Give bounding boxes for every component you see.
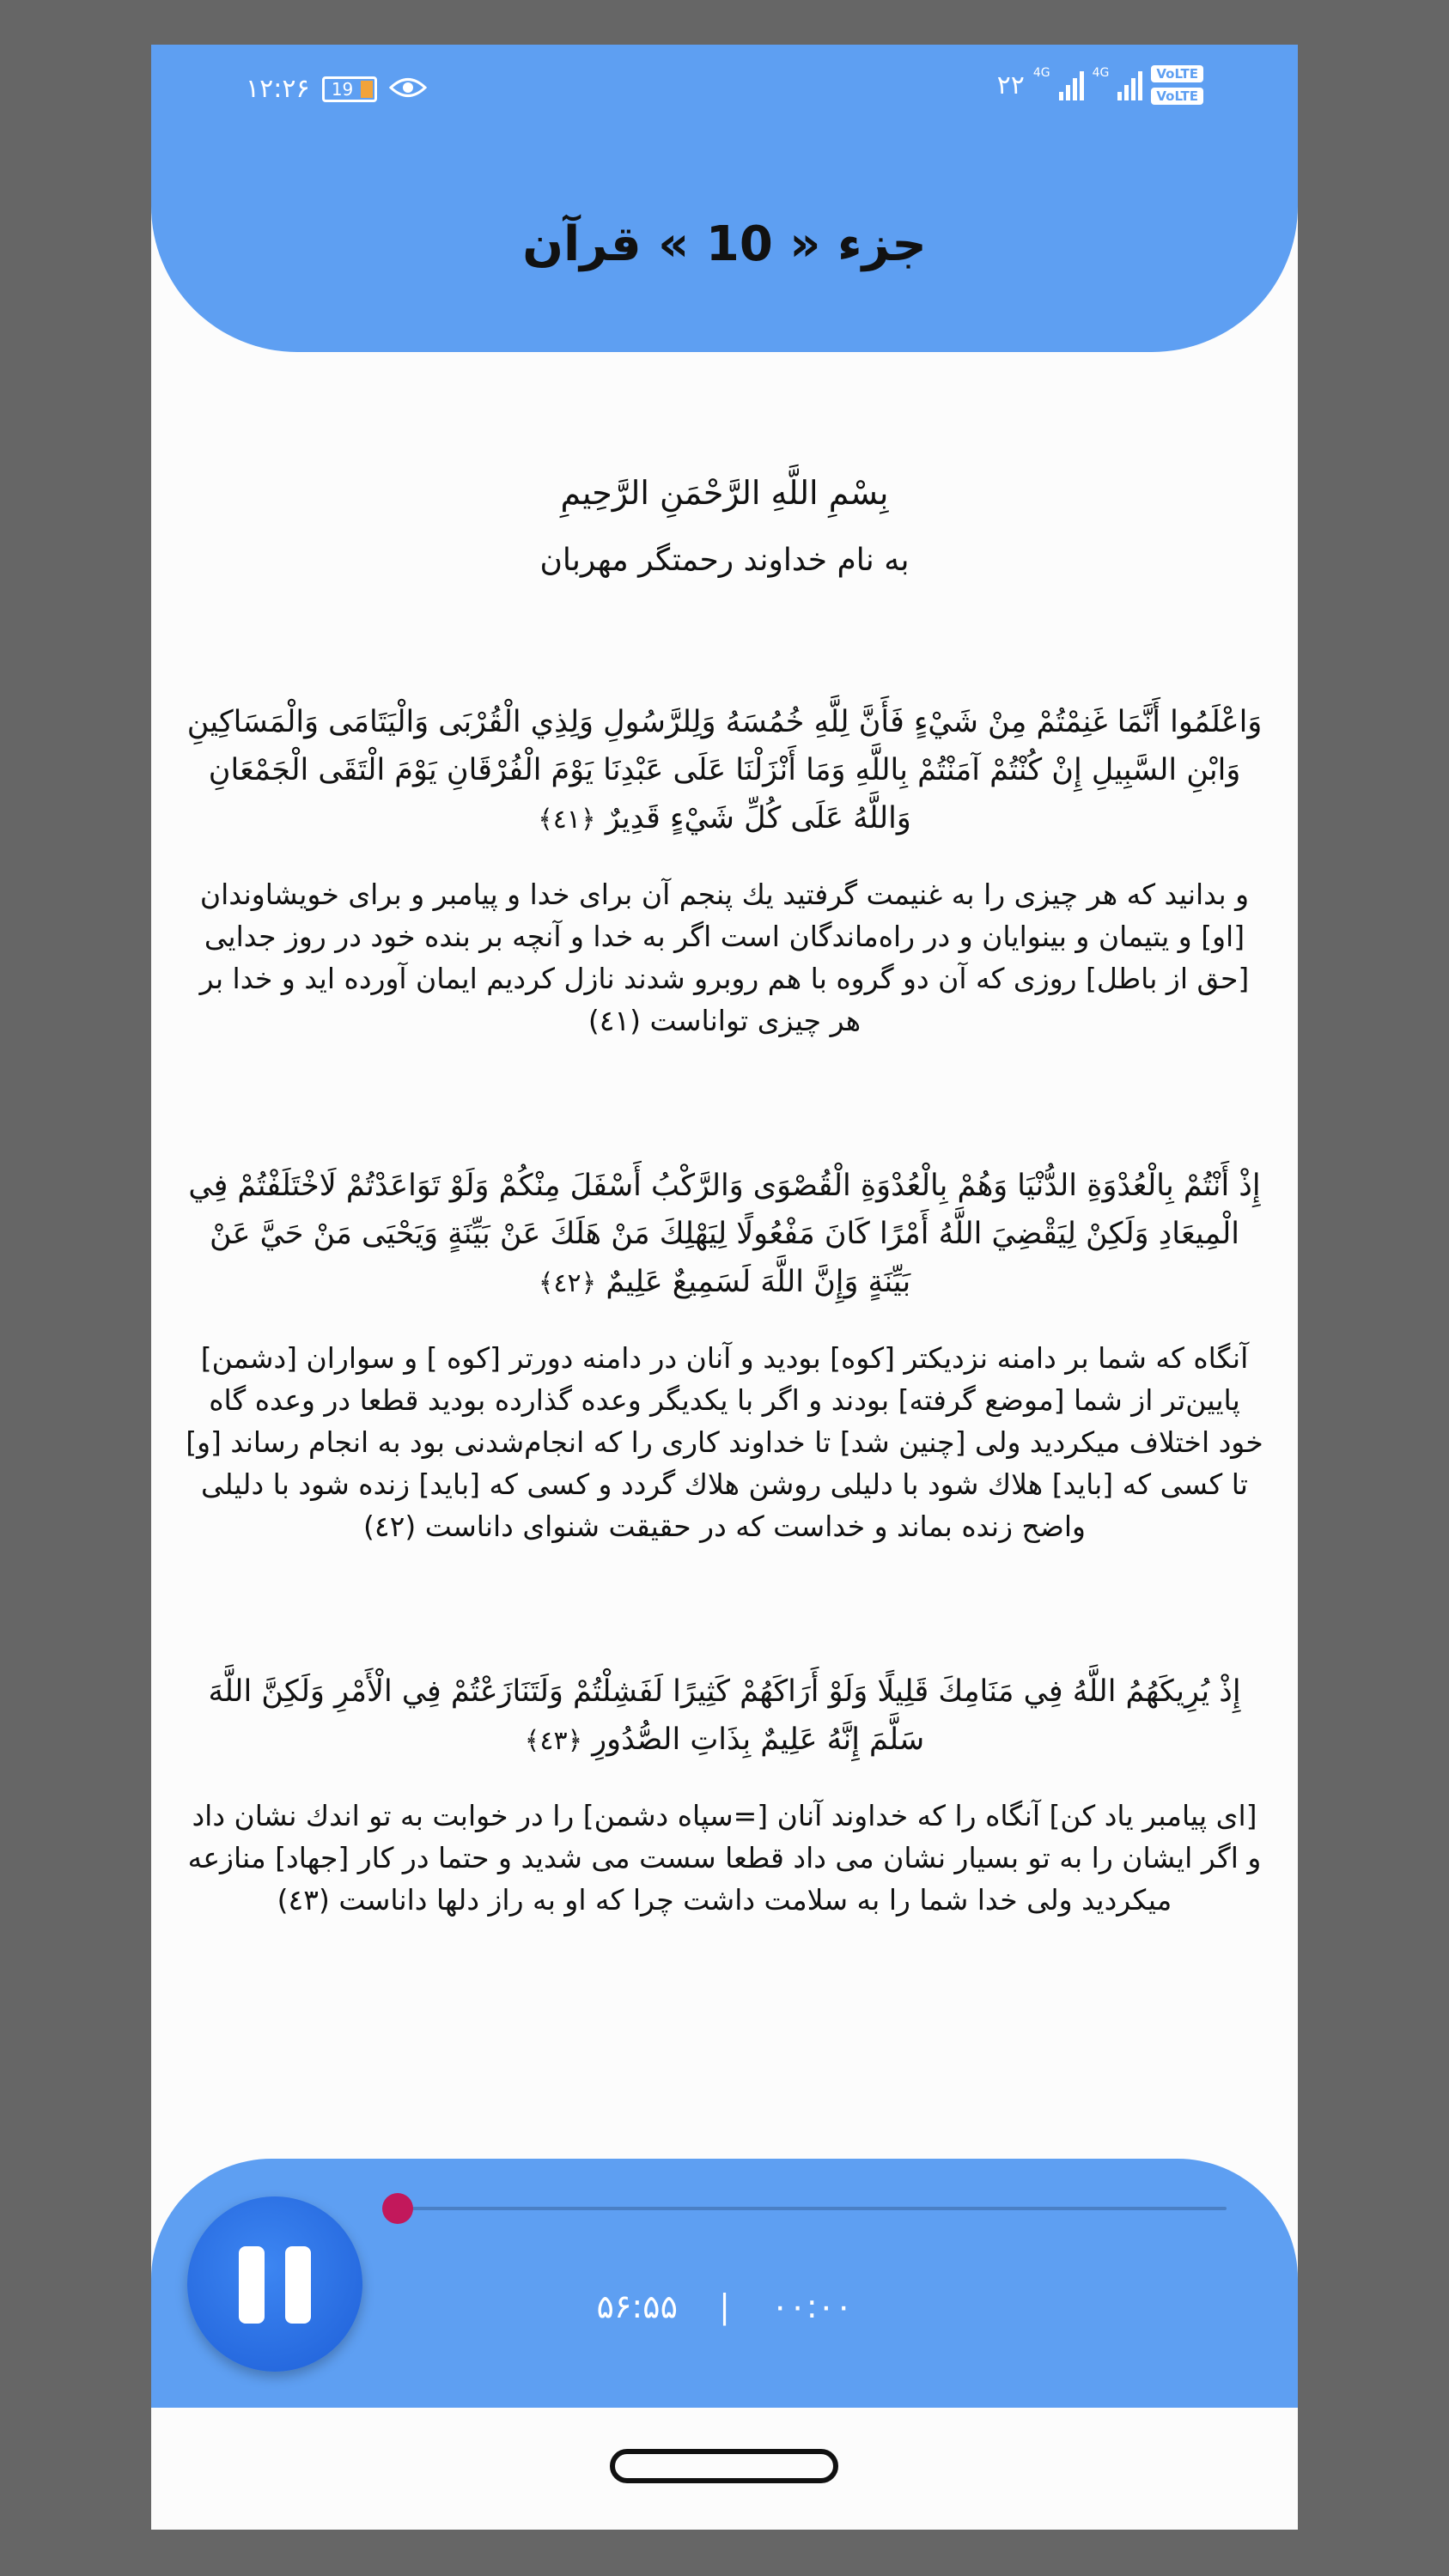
time-separator: | [719,2287,730,2325]
app-screen [151,45,1298,2530]
pause-button[interactable] [187,2196,362,2372]
volte-badge-1: VoLTE [1151,65,1203,82]
elapsed-time: ۰۰:۰۰ [771,2287,853,2325]
signal-bars-icon-2 [1117,70,1142,100]
volte-badges [1151,65,1203,105]
verse-arabic [151,1162,1298,1308]
network-tag: 4G [1032,66,1050,80]
verse-translation: و بدانيد كه هر چيزى را به غنيمت گرفتيد يك پنجم آن براى خدا و پيامبر و براى خويشاوندان [او] و يتيمان و بينوايان و در راه‌ماندگان است اگر به خدا و آنچه بر بنده خود در روز جدايى [حق از باطل] روزى كه آن دو گروه با هم روبرو شدند نازل كرديم ايمان آورده ايد و خدا بر هر چيزى تواناست (٤١) [199,878,1250,1037]
status-right [997,65,1203,105]
verse-arabic [151,698,1298,844]
seek-bar[interactable] [398,2207,1227,2210]
verse-number: ﴿٤١﴾ [538,805,596,835]
header [151,45,1298,352]
verse-number: ﴿٤٢﴾ [538,1268,597,1298]
signal-bars-icon [1059,70,1084,100]
status-bar [151,65,1298,125]
volte-badge-2: VoLTE [1151,88,1203,105]
verse-translation: آنگاه كه شما بر دامنه نزديكتر [كوه] بوديد و آنان در دامنه دورتر [كوه ] و سواران [دشمن] پايين‌تر از شما [موضع گرفته] بودند و اگر با يكديگر وعده گذارده بوديد قطعا در وعده گاه خود اختلاف ميكرديد ولى [چنين شد] تا خداوند كارى را كه انجام‌شدنى بود به انجام رساند [و] تا كسى كه [بايد] هلاك شود با دليلى روشن هلاك گردد و كسى كه [بايد] زنده شود با دليلى واضح زنده بماند و خداست كه در حقيقت شنواى داناست (٤٢) [186,1341,1263,1543]
audio-player [151,2159,1298,2408]
battery-icon [322,76,377,102]
verse-scroll-area[interactable] [151,422,1298,2105]
verse-translation: [اى پيامبر ياد كن] آنگاه را كه خداوند آنان [=سپاه دشمن] را در خوابت به تو اندك نشان داد و اگر ايشان را به تو بسيار نشان مى داد قطعا سست مى شديد و حتما در كار [جهاد] منازعه ميكرديد ولى خدا شما را به سلامت داشت چرا كه او به راز دلها داناست (٤٣) [187,1799,1262,1917]
basmala-arabic: بِسْمِ اللَّهِ الرَّحْمَنِ الرَّحِيمِ [560,474,889,512]
total-duration: ۵۶:۵۵ [596,2287,678,2325]
status-left [246,74,427,104]
battery-level: 19 [331,78,354,100]
page-title: جزء « 10 » قرآن [522,216,927,272]
eye-icon [389,75,427,104]
basmala-translation: به نام خداوند رحمتگر مهربان [539,543,910,578]
home-gesture-bar[interactable] [610,2449,838,2483]
verse-arabic [151,1668,1298,1765]
verse-text: وَاعْلَمُوا أَنَّمَا غَنِمْتُمْ مِنْ شَيْءٍ فَأَنَّ لِلَّهِ خُمُسَهُ وَلِلرَّسُولِ وَلِذِي الْقُرْبَى وَالْيَتَامَى وَالْمَسَاكِينِ وَابْنِ السَّبِيلِ إِنْ كُنْتُمْ آمَنْتُمْ بِاللَّهِ وَمَا أَنْزَلْنَا عَلَى عَبْدِنَا يَوْمَ الْفُرْقَانِ يَوْمَ الْتَقَى الْجَمْعَانِ وَاللَّهُ عَلَى كُلِّ شَيْءٍ قَدِيرٌ [186,705,1263,835]
verse-text: إِذْ يُرِيكَهُمُ اللَّهُ فِي مَنَامِكَ قَلِيلًا وَلَوْ أَرَاكَهُمْ كَثِيرًا لَفَشِلْتُمْ وَلَتَنَازَعْتُمْ فِي الْأَمْرِ وَلَكِنَّ اللَّهَ سَلَّمَ إِنَّهُ عَلِيمٌ بِذَاتِ الصُّدُورِ [208,1674,1241,1757]
verse-number: ﴿٤٣﴾ [524,1726,583,1756]
status-time: ۱۲:۲۶ [246,74,310,104]
signal-number: ۲۲ [996,70,1025,100]
verse-text: إِذْ أَنْتُمْ بِالْعُدْوَةِ الدُّنْيَا وَهُمْ بِالْعُدْوَةِ الْقُصْوَى وَالرَّكْبُ أَسْفَلَ مِنْكُمْ وَلَوْ تَوَاعَدْتُمْ لَاخْتَلَفْتُمْ فِي الْمِيعَادِ وَلَكِنْ لِيَقْضِيَ اللَّهُ أَمْرًا كَانَ مَفْعُولًا لِيَهْلِكَ مَنْ هَلَكَ عَنْ بَيِّنَةٍ وَيَحْيَى مَنْ حَيَّ عَنْ بَيِّنَةٍ وَإِنَّ اللَّهَ لَسَمِيعٌ عَلِيمٌ [188,1169,1261,1299]
time-display [151,2287,1298,2325]
seek-thumb[interactable] [382,2193,413,2224]
network-tag-2: 4G [1092,66,1110,80]
